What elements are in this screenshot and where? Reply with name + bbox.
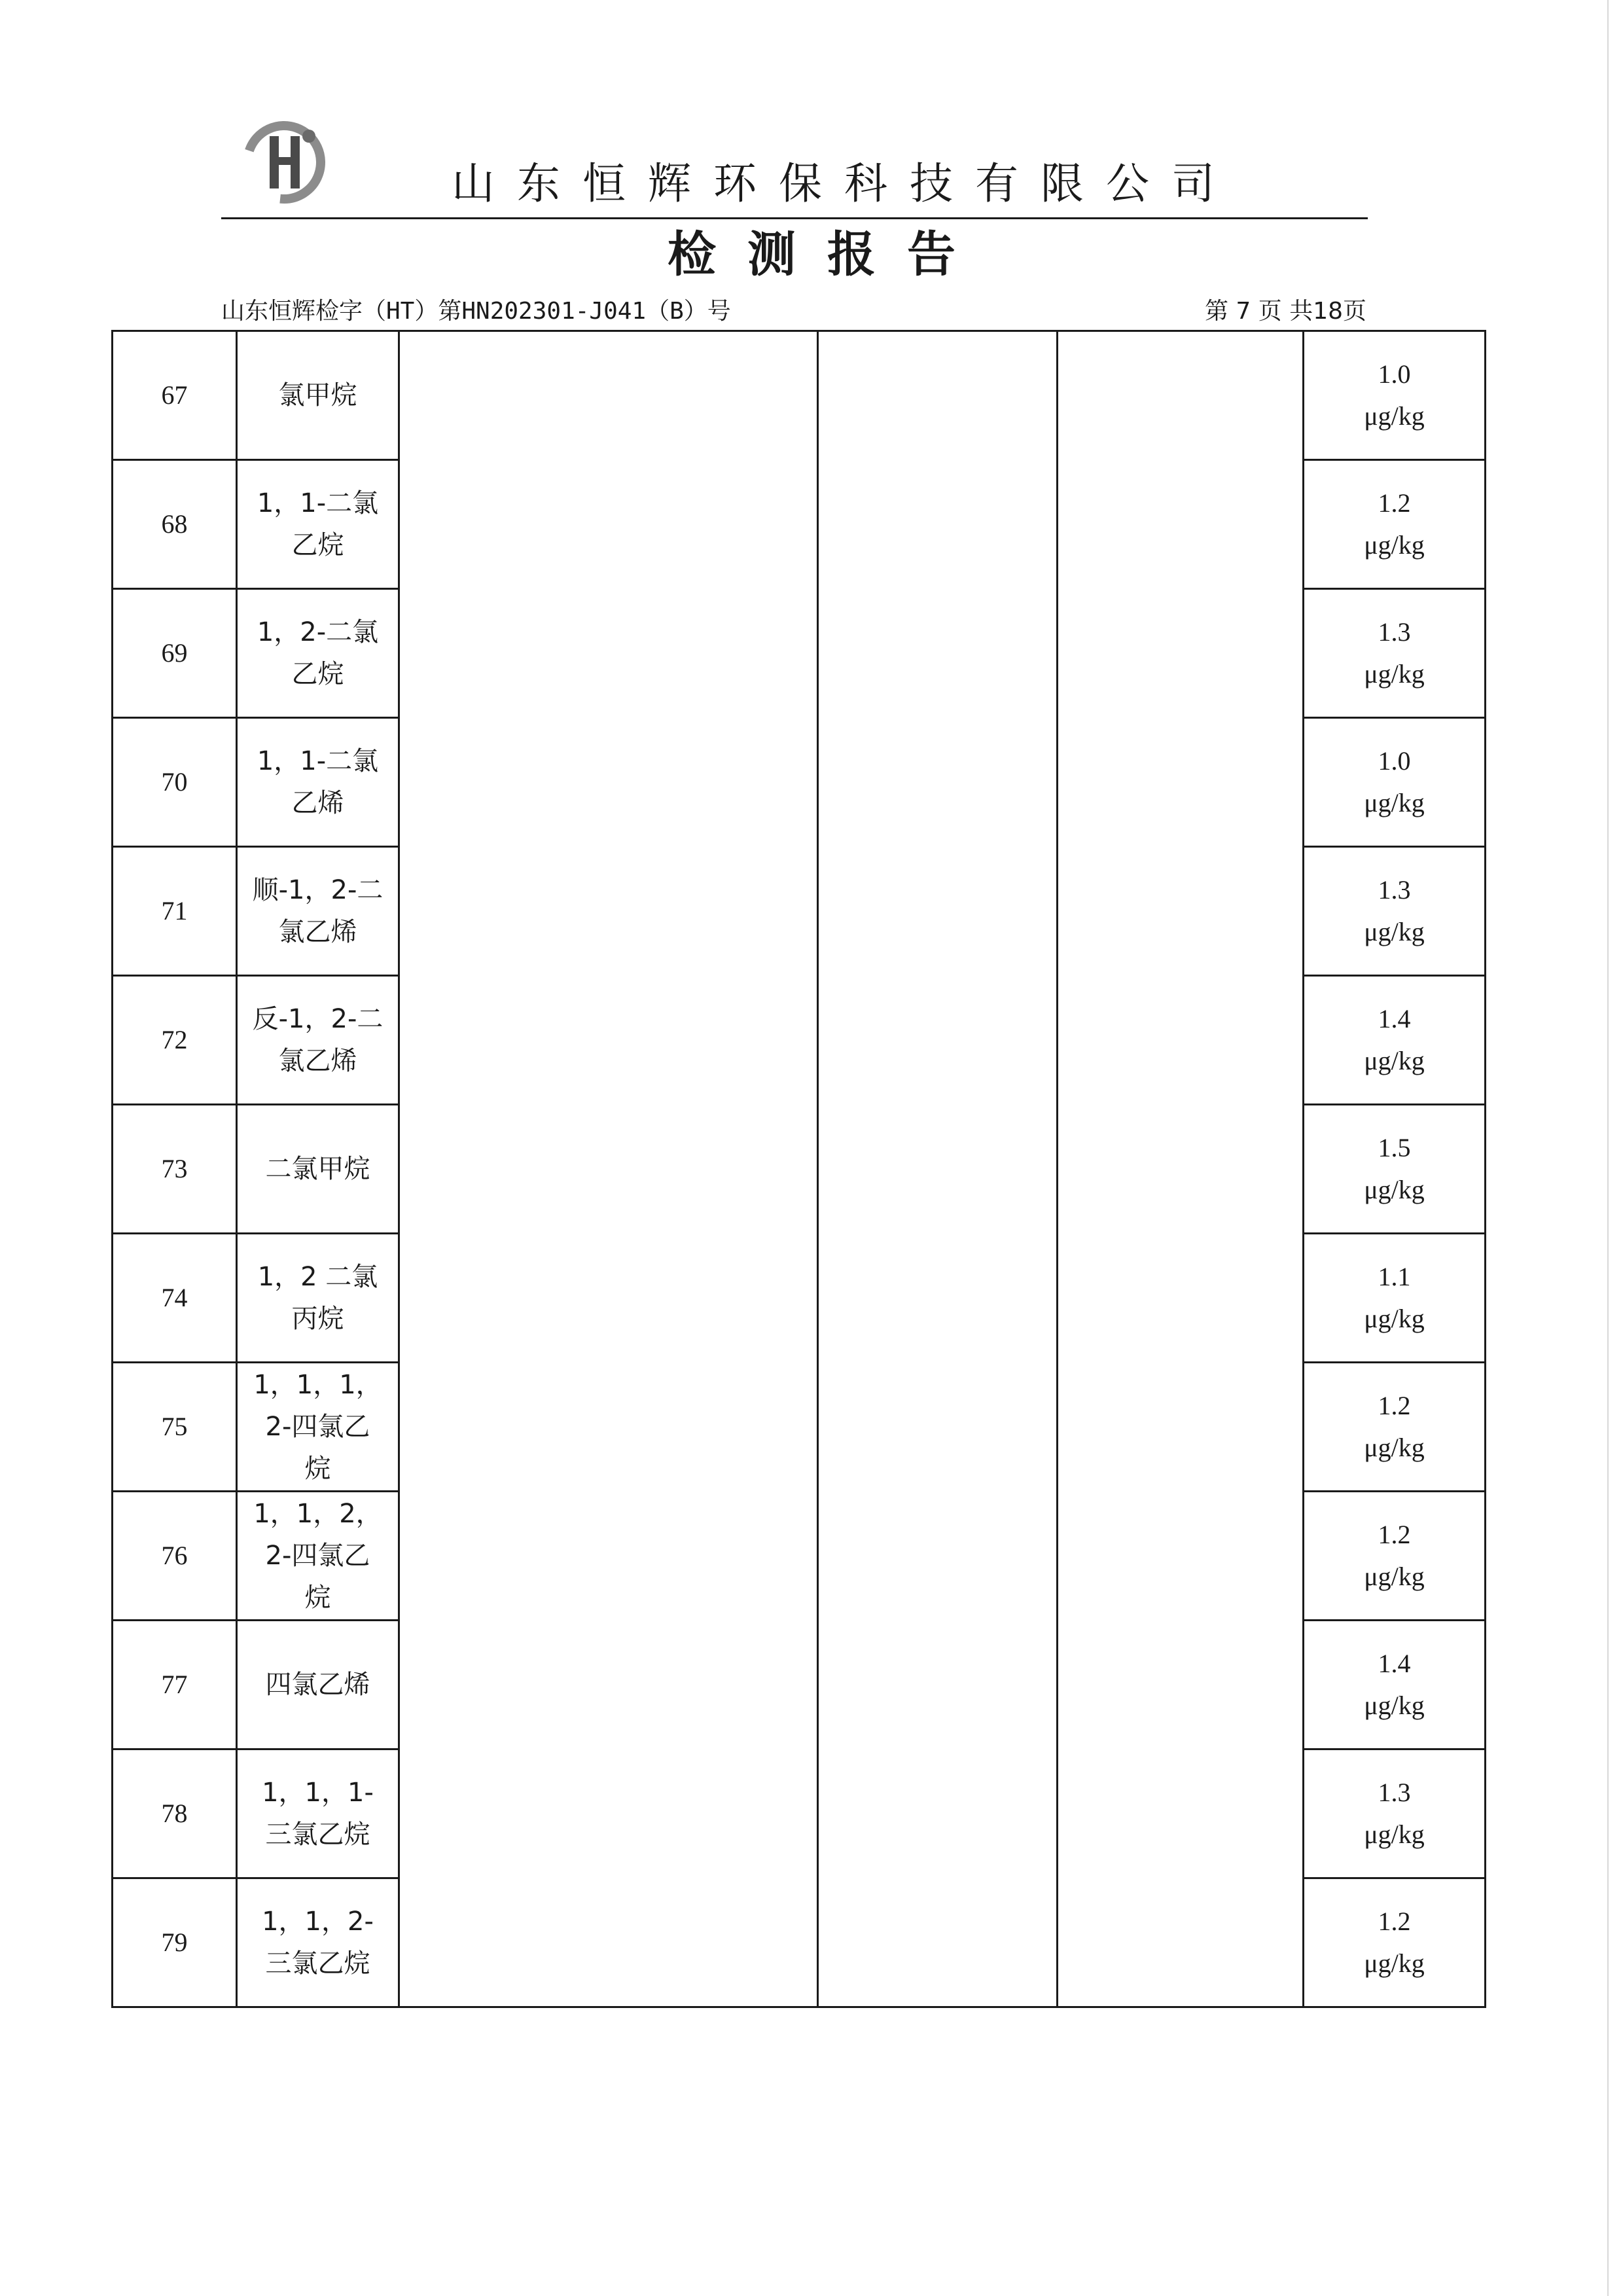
empty-cell [818,1363,1058,1492]
limit-value: 1.2 [1378,1520,1411,1549]
empty-cell [399,718,818,847]
compound-name [237,1621,399,1749]
empty-cell [818,1105,1058,1234]
company-name: 山东恒辉环保科技有限公司 [452,158,1237,209]
detection-limit [1304,1105,1486,1234]
table-row [113,976,1486,1105]
table-row [113,1492,1486,1621]
detection-limit [1304,1492,1486,1621]
row-number: 75 [113,1363,237,1492]
table-row [113,1363,1486,1492]
table-row [113,1621,1486,1749]
compound-name-line: 1，2-二氯 [257,617,379,647]
compound-name-line: 顺-1，2-二 [252,875,383,905]
empty-cell [818,847,1058,976]
empty-cell [1058,1621,1304,1749]
limit-value: 1.3 [1378,617,1411,647]
compound-name [237,1749,399,1878]
row-number: 70 [113,718,237,847]
compound-name [237,1105,399,1234]
compound-name-line: 丙烷 [291,1304,344,1334]
row-number: 67 [113,331,237,460]
detection-limit [1304,331,1486,460]
limit-value: 1.2 [1378,488,1411,518]
empty-cell [818,1234,1058,1363]
row-number: 79 [113,1878,237,2007]
limit-value: 1.0 [1378,746,1411,776]
detection-limit [1304,1234,1486,1363]
empty-cell [399,1234,818,1363]
empty-cell [1058,1749,1304,1878]
empty-cell [1058,1492,1304,1621]
limit-value: 1.1 [1378,1262,1411,1291]
detection-limit [1304,1749,1486,1878]
empty-cell [399,1492,818,1621]
table-row [113,331,1486,460]
row-number: 68 [113,460,237,589]
compound-name-line: 1，1，2- [262,1907,374,1937]
compound-name [237,1492,399,1621]
empty-cell [818,1878,1058,2007]
limit-value: 1.0 [1378,359,1411,389]
detection-limit [1304,976,1486,1105]
table-row [113,1878,1486,2007]
empty-cell [399,1363,818,1492]
empty-cell [818,976,1058,1105]
empty-cell [818,460,1058,589]
compound-name-line: 烷 [304,1583,331,1613]
compound-name-line: 1，1，1- [262,1778,374,1808]
empty-cell [818,331,1058,460]
empty-cell [1058,1878,1304,2007]
compound-name [237,331,399,460]
detection-limit [1304,1621,1486,1749]
empty-cell [399,1749,818,1878]
compound-name-line: 四氯乙烯 [265,1670,370,1700]
results-table [111,330,1486,2008]
empty-cell [399,1878,818,2007]
compound-name-line: 2-四氯乙 [265,1541,370,1571]
compound-name-line: 乙烯 [291,788,344,818]
empty-cell [1058,589,1304,718]
table-row [113,1105,1486,1234]
empty-cell [399,1621,818,1749]
empty-cell [1058,331,1304,460]
limit-value: 1.5 [1378,1133,1411,1162]
limit-unit: μg/kg [1364,1820,1425,1849]
row-number: 78 [113,1749,237,1878]
compound-name-line: 反-1，2-二 [252,1004,383,1034]
limit-unit: μg/kg [1364,788,1425,817]
company-logo-icon [236,117,334,208]
compound-name [237,1878,399,2007]
limit-unit: μg/kg [1364,1948,1425,1978]
table-row [113,847,1486,976]
row-number: 71 [113,847,237,976]
table-row [113,718,1486,847]
detection-limit [1304,847,1486,976]
row-number: 72 [113,976,237,1105]
limit-unit: μg/kg [1364,1691,1425,1720]
compound-name-line: 1，1-二氯 [257,746,379,776]
page-indicator: 第 7 页 共18页 [1204,298,1366,325]
compound-name [237,460,399,589]
limit-value: 1.3 [1378,875,1411,905]
limit-value: 1.4 [1378,1004,1411,1033]
row-number: 76 [113,1492,237,1621]
compound-name-line: 2-四氯乙 [265,1412,370,1442]
limit-value: 1.4 [1378,1649,1411,1678]
compound-name-line: 1，1，2， [253,1499,382,1529]
empty-cell [399,589,818,718]
compound-name [237,1234,399,1363]
empty-cell [818,589,1058,718]
empty-cell [1058,460,1304,589]
compound-name [237,589,399,718]
header-divider [221,217,1368,219]
empty-cell [818,1621,1058,1749]
empty-cell [818,1492,1058,1621]
row-number: 74 [113,1234,237,1363]
empty-cell [399,976,818,1105]
compound-name-line: 乙烷 [291,659,344,689]
limit-unit: μg/kg [1364,1304,1425,1333]
limit-value: 1.3 [1378,1778,1411,1807]
limit-unit: μg/kg [1364,1046,1425,1075]
compound-name-line: 1，1，1， [253,1370,382,1400]
limit-unit: μg/kg [1364,1175,1425,1204]
detection-limit [1304,718,1486,847]
empty-cell [399,847,818,976]
limit-unit: μg/kg [1364,401,1425,431]
detection-limit [1304,460,1486,589]
empty-cell [1058,1234,1304,1363]
empty-cell [1058,847,1304,976]
row-number: 77 [113,1621,237,1749]
row-number: 69 [113,589,237,718]
compound-name-line: 氯乙烯 [278,917,357,947]
compound-name-line: 三氯乙烷 [265,1948,370,1979]
compound-name-line: 1，2 二氯 [257,1262,378,1292]
compound-name-line: 氯甲烷 [278,380,357,410]
compound-name [237,1363,399,1492]
empty-cell [1058,976,1304,1105]
detection-limit [1304,589,1486,718]
limit-unit: μg/kg [1364,659,1425,689]
empty-cell [1058,1105,1304,1234]
empty-cell [818,1749,1058,1878]
compound-name [237,847,399,976]
limit-unit: μg/kg [1364,530,1425,560]
compound-name-line: 1，1-二氯 [257,488,379,518]
limit-value: 1.2 [1378,1391,1411,1420]
limit-unit: μg/kg [1364,1433,1425,1462]
table-row [113,589,1486,718]
empty-cell [818,718,1058,847]
limit-value: 1.2 [1378,1907,1411,1936]
empty-cell [1058,718,1304,847]
compound-name [237,718,399,847]
compound-name-line: 烷 [304,1454,331,1484]
limit-unit: μg/kg [1364,1562,1425,1591]
scan-edge-line [1607,0,1609,2296]
empty-cell [399,460,818,589]
detection-limit [1304,1363,1486,1492]
detection-limit [1304,1878,1486,2007]
table-row [113,1749,1486,1878]
limit-unit: μg/kg [1364,917,1425,946]
empty-cell [399,1105,818,1234]
row-number: 73 [113,1105,237,1234]
report-title: 检测报告 [668,226,987,283]
empty-cell [1058,1363,1304,1492]
table-row [113,460,1486,589]
compound-name-line: 氯乙烯 [278,1046,357,1076]
compound-name-line: 二氯甲烷 [265,1154,370,1184]
report-number: 山东恒辉检字（HT）第HN202301-J041（B）号 [221,298,731,325]
compound-name-line: 三氯乙烷 [265,1820,370,1850]
compound-name-line: 乙烷 [291,530,344,560]
compound-name [237,976,399,1105]
empty-cell [399,331,818,460]
table-row [113,1234,1486,1363]
